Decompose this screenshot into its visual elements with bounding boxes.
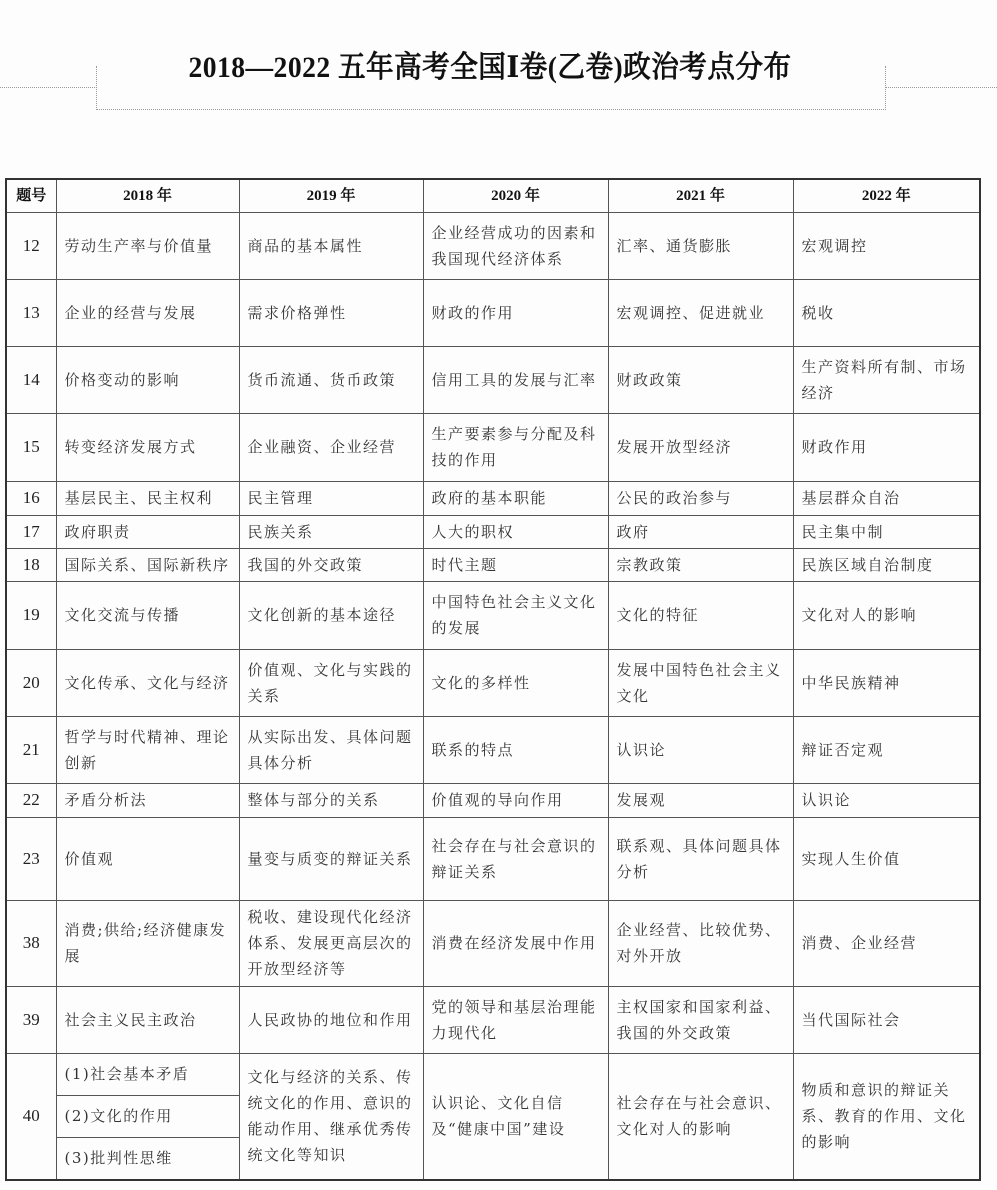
header-question-number: 题号 [6, 179, 56, 212]
question-number: 12 [6, 212, 56, 279]
cell-2020: 文化的多样性 [423, 649, 608, 716]
cell-2018: 文化传承、文化与经济 [56, 649, 239, 716]
cell-2021: 宗教政策 [608, 548, 793, 581]
cell-2022: 物质和意识的辩证关系、教育的作用、文化的影响 [793, 1053, 980, 1180]
cell-2020: 财政的作用 [423, 279, 608, 346]
cell-2019: 企业融资、企业经营 [239, 413, 423, 481]
question-number: 16 [6, 481, 56, 515]
cell-2022: 宏观调控 [793, 212, 980, 279]
cell-2018: 转变经济发展方式 [56, 413, 239, 481]
cell-2021: 主权国家和国家利益、我国的外交政策 [608, 986, 793, 1053]
cell-2022: 认识论 [793, 783, 980, 817]
question-number: 39 [6, 986, 56, 1053]
cell-2019: 价值观、文化与实践的关系 [239, 649, 423, 716]
cell-2022: 生产资料所有制、市场经济 [793, 346, 980, 413]
cell-2021: 认识论 [608, 716, 793, 783]
cell-2022: 民族区域自治制度 [793, 548, 980, 581]
cell-2022: 民主集中制 [793, 515, 980, 548]
table-row [6, 279, 980, 346]
cell-2020: 价值观的导向作用 [423, 783, 608, 817]
cell-2020: 消费在经济发展中作用 [423, 900, 608, 986]
table-row [6, 413, 980, 481]
question-number: 14 [6, 346, 56, 413]
cell-2019: 从实际出发、具体问题具体分析 [239, 716, 423, 783]
question-number: 17 [6, 515, 56, 548]
cell-2020: 中国特色社会主义文化的发展 [423, 581, 608, 649]
question-number: 38 [6, 900, 56, 986]
table-row [6, 783, 980, 817]
cell-2018: 价值观 [56, 817, 239, 900]
cell-2021: 公民的政治参与 [608, 481, 793, 515]
header-2021: 2021 年 [608, 179, 793, 212]
question-number: 21 [6, 716, 56, 783]
question-number: 18 [6, 548, 56, 581]
cell-2019: 商品的基本属性 [239, 212, 423, 279]
cell-2019: 民族关系 [239, 515, 423, 548]
cell-2021: 文化的特征 [608, 581, 793, 649]
cell-2022: 财政作用 [793, 413, 980, 481]
cell-2021: 汇率、通货膨胀 [608, 212, 793, 279]
cell-2018: 基层民主、民主权利 [56, 481, 239, 515]
cell-2021: 财政政策 [608, 346, 793, 413]
cell-2020: 人大的职权 [423, 515, 608, 548]
table-row [6, 986, 980, 1053]
cell-2020: 信用工具的发展与汇率 [423, 346, 608, 413]
table-row [6, 581, 980, 649]
table-row [6, 212, 980, 279]
table-row [6, 900, 980, 986]
sub-question: (2)文化的作用 [57, 1095, 239, 1137]
table-row [6, 515, 980, 548]
cell-2020: 党的领导和基层治理能力现代化 [423, 986, 608, 1053]
cell-2018: 文化交流与传播 [56, 581, 239, 649]
cell-2020: 政府的基本职能 [423, 481, 608, 515]
sub-question-list [57, 1054, 239, 1179]
header-2020: 2020 年 [423, 179, 608, 212]
header-2019: 2019 年 [239, 179, 423, 212]
cell-2019: 文化创新的基本途径 [239, 581, 423, 649]
cell-2018: 企业的经营与发展 [56, 279, 239, 346]
cell-2022: 实现人生价值 [793, 817, 980, 900]
cell-2019: 人民政协的地位和作用 [239, 986, 423, 1053]
cell-2019: 民主管理 [239, 481, 423, 515]
table-row [6, 346, 980, 413]
cell-2020: 联系的特点 [423, 716, 608, 783]
header-2018: 2018 年 [56, 179, 239, 212]
cell-2019: 整体与部分的关系 [239, 783, 423, 817]
cell-2021: 政府 [608, 515, 793, 548]
cell-2022: 文化对人的影响 [793, 581, 980, 649]
table-row-40 [6, 1053, 980, 1180]
cell-2019: 我国的外交政策 [239, 548, 423, 581]
cell-2018: 消费;供给;经济健康发展 [56, 900, 239, 986]
question-number: 15 [6, 413, 56, 481]
question-number: 23 [6, 817, 56, 900]
cell-2021: 社会存在与社会意识、文化对人的影响 [608, 1053, 793, 1180]
question-number: 40 [6, 1053, 56, 1180]
cell-2018: 政府职责 [56, 515, 239, 548]
exam-topics-table [5, 178, 981, 1181]
header-2022: 2022 年 [793, 179, 980, 212]
question-number: 20 [6, 649, 56, 716]
sub-question: (3)批判性思维 [64, 1149, 173, 1167]
cell-2021: 发展开放型经济 [608, 413, 793, 481]
table-row [6, 649, 980, 716]
cell-2020: 企业经营成功的因素和我国现代经济体系 [423, 212, 608, 279]
cell-2018: 国际关系、国际新秩序 [56, 548, 239, 581]
cell-2018-parts [56, 1053, 239, 1180]
question-number: 22 [6, 783, 56, 817]
cell-2021: 联系观、具体问题具体分析 [608, 817, 793, 900]
cell-2021: 发展中国特色社会主义文化 [608, 649, 793, 716]
table-row [6, 817, 980, 900]
cell-2020: 社会存在与社会意识的辩证关系 [423, 817, 608, 900]
cell-2018: 劳动生产率与价值量 [56, 212, 239, 279]
table-row [6, 548, 980, 581]
cell-2022: 消费、企业经营 [793, 900, 980, 986]
cell-2019: 货币流通、货币政策 [239, 346, 423, 413]
cell-2019: 税收、建设现代化经济体系、发展更高层次的开放型经济等 [239, 900, 423, 986]
table-row [6, 716, 980, 783]
cell-2019: 文化与经济的关系、传统文化的作用、意识的能动作用、继承优秀传统文化等知识 [239, 1053, 423, 1180]
cell-2022: 基层群众自治 [793, 481, 980, 515]
cell-2019: 量变与质变的辩证关系 [239, 817, 423, 900]
cell-2018: 哲学与时代精神、理论创新 [56, 716, 239, 783]
cell-2022: 中华民族精神 [793, 649, 980, 716]
page-title: 2018—2022 五年高考全国Ⅰ卷(乙卷)政治考点分布 [140, 50, 839, 86]
table-header-row [6, 179, 980, 212]
question-number: 13 [6, 279, 56, 346]
cell-2018: 社会主义民主政治 [56, 986, 239, 1053]
cell-2020: 认识论、文化自信及“健康中国”建设 [423, 1053, 608, 1180]
cell-2018: 价格变动的影响 [56, 346, 239, 413]
cell-2022: 税收 [793, 279, 980, 346]
cell-2021: 发展观 [608, 783, 793, 817]
table-row [6, 481, 980, 515]
cell-2018: 矛盾分析法 [56, 783, 239, 817]
cell-2019: 需求价格弹性 [239, 279, 423, 346]
cell-2021: 企业经营、比较优势、对外开放 [608, 900, 793, 986]
question-number: 19 [6, 581, 56, 649]
cell-2022: 当代国际社会 [793, 986, 980, 1053]
cell-2020: 生产要素参与分配及科技的作用 [423, 413, 608, 481]
sub-question: (1)社会基本矛盾 [57, 1054, 239, 1096]
cell-2021: 宏观调控、促进就业 [608, 279, 793, 346]
cell-2020: 时代主题 [423, 548, 608, 581]
cell-2022: 辩证否定观 [793, 716, 980, 783]
